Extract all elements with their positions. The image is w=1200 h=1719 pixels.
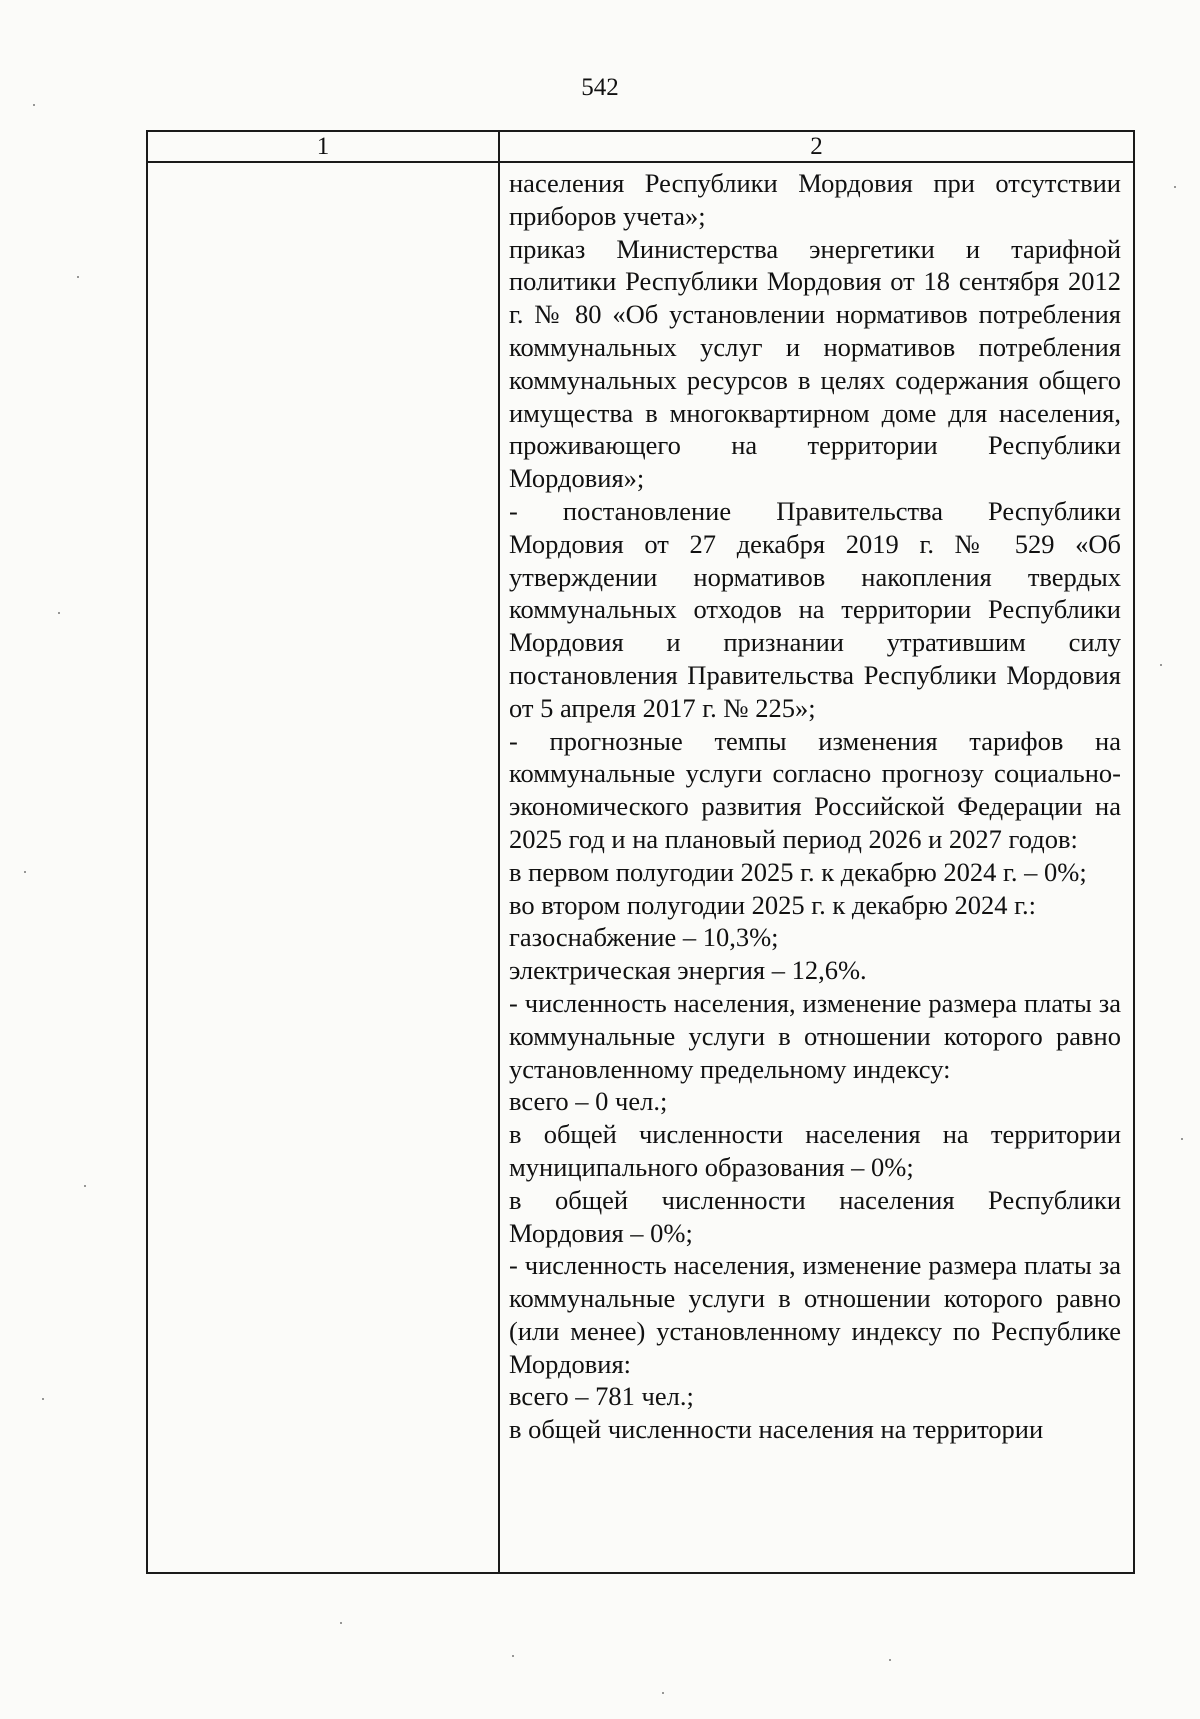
column-divider [498, 132, 500, 1572]
paragraph: - численность населения, изменение размера платы за коммунальные услуги в отношении которого равно установленному предельному индексу: [509, 987, 1121, 1084]
scan-speck [58, 612, 60, 614]
scan-speck [77, 276, 79, 278]
scan-speck [24, 871, 26, 873]
scan-speck [1181, 1138, 1183, 1140]
paragraph: в общей численности населения на территории [509, 1414, 1044, 1445]
paragraph: в общей численности населения на территории муниципального образования – 0%; [509, 1119, 1121, 1182]
paragraph: газоснабжение – 10,3%; [509, 922, 779, 953]
scan-speck [33, 104, 35, 106]
paragraph: в первом полугодии 2025 г. к декабрю 2024 г. – 0%; [509, 856, 1087, 887]
scan-speck [512, 1655, 514, 1657]
scan-speck [340, 1622, 342, 1624]
scan-speck [1174, 186, 1176, 188]
paragraph: во втором полугодии 2025 г. к декабрю 2024 г.: [509, 889, 1037, 920]
paragraph: населения Республики Мордовия при отсутствии приборов учета»; [509, 168, 1121, 231]
column-header-1: 1 [316, 133, 330, 160]
paragraph: электрическая энергия – 12,6%. [509, 955, 867, 986]
document-table [146, 130, 1135, 1574]
paragraph: - постановление Правительства Республики Мордовия от 27 декабря 2019 г. № 529 «Об утверждении нормативов накопления твердых коммунальных отходов на территории Республики Мордовия и признании утратившим силу постановления Правительства Республики Мордовия от 5 апреля 2017 г. № 225»; [509, 495, 1121, 723]
scan-speck [1160, 664, 1162, 666]
scan-speck [84, 1185, 86, 1187]
scan-speck [42, 1398, 44, 1400]
table-header-row [148, 132, 1133, 163]
column-header-2: 2 [810, 133, 823, 160]
scan-speck [662, 1692, 664, 1694]
page-number: 542 [581, 74, 619, 101]
paragraph: всего – 0 чел.; [509, 1086, 668, 1117]
paragraph: всего – 781 чел.; [509, 1381, 694, 1412]
paragraph: в общей численности населения Республики Мордовия – 0%; [509, 1184, 1121, 1248]
column-2-content [509, 167, 1121, 1446]
paragraph: приказ Министерства энергетики и тарифной политики Республики Мордовия от 18 сентября 2012 г. № 80 «Об установлении нормативов потребления коммунальных услуг и нормативов потребления коммунальных ресурсов в целях содержания общего имущества в многоквартирном доме для населения, проживающего на территории Республики Мордовия»; [509, 233, 1121, 494]
paragraph: - прогнозные темпы изменения тарифов на коммунальные услуги согласно прогнозу социально-экономического развития Российской Федерации на 2025 год и на плановый период 2026 и 2027 годов: [509, 725, 1121, 854]
scan-speck [889, 1659, 891, 1661]
paragraph: - численность населения, изменение размера платы за коммунальные услуги в отношении которого равно (или менее) установленному индексу по Республике Мордовия: [509, 1250, 1121, 1379]
